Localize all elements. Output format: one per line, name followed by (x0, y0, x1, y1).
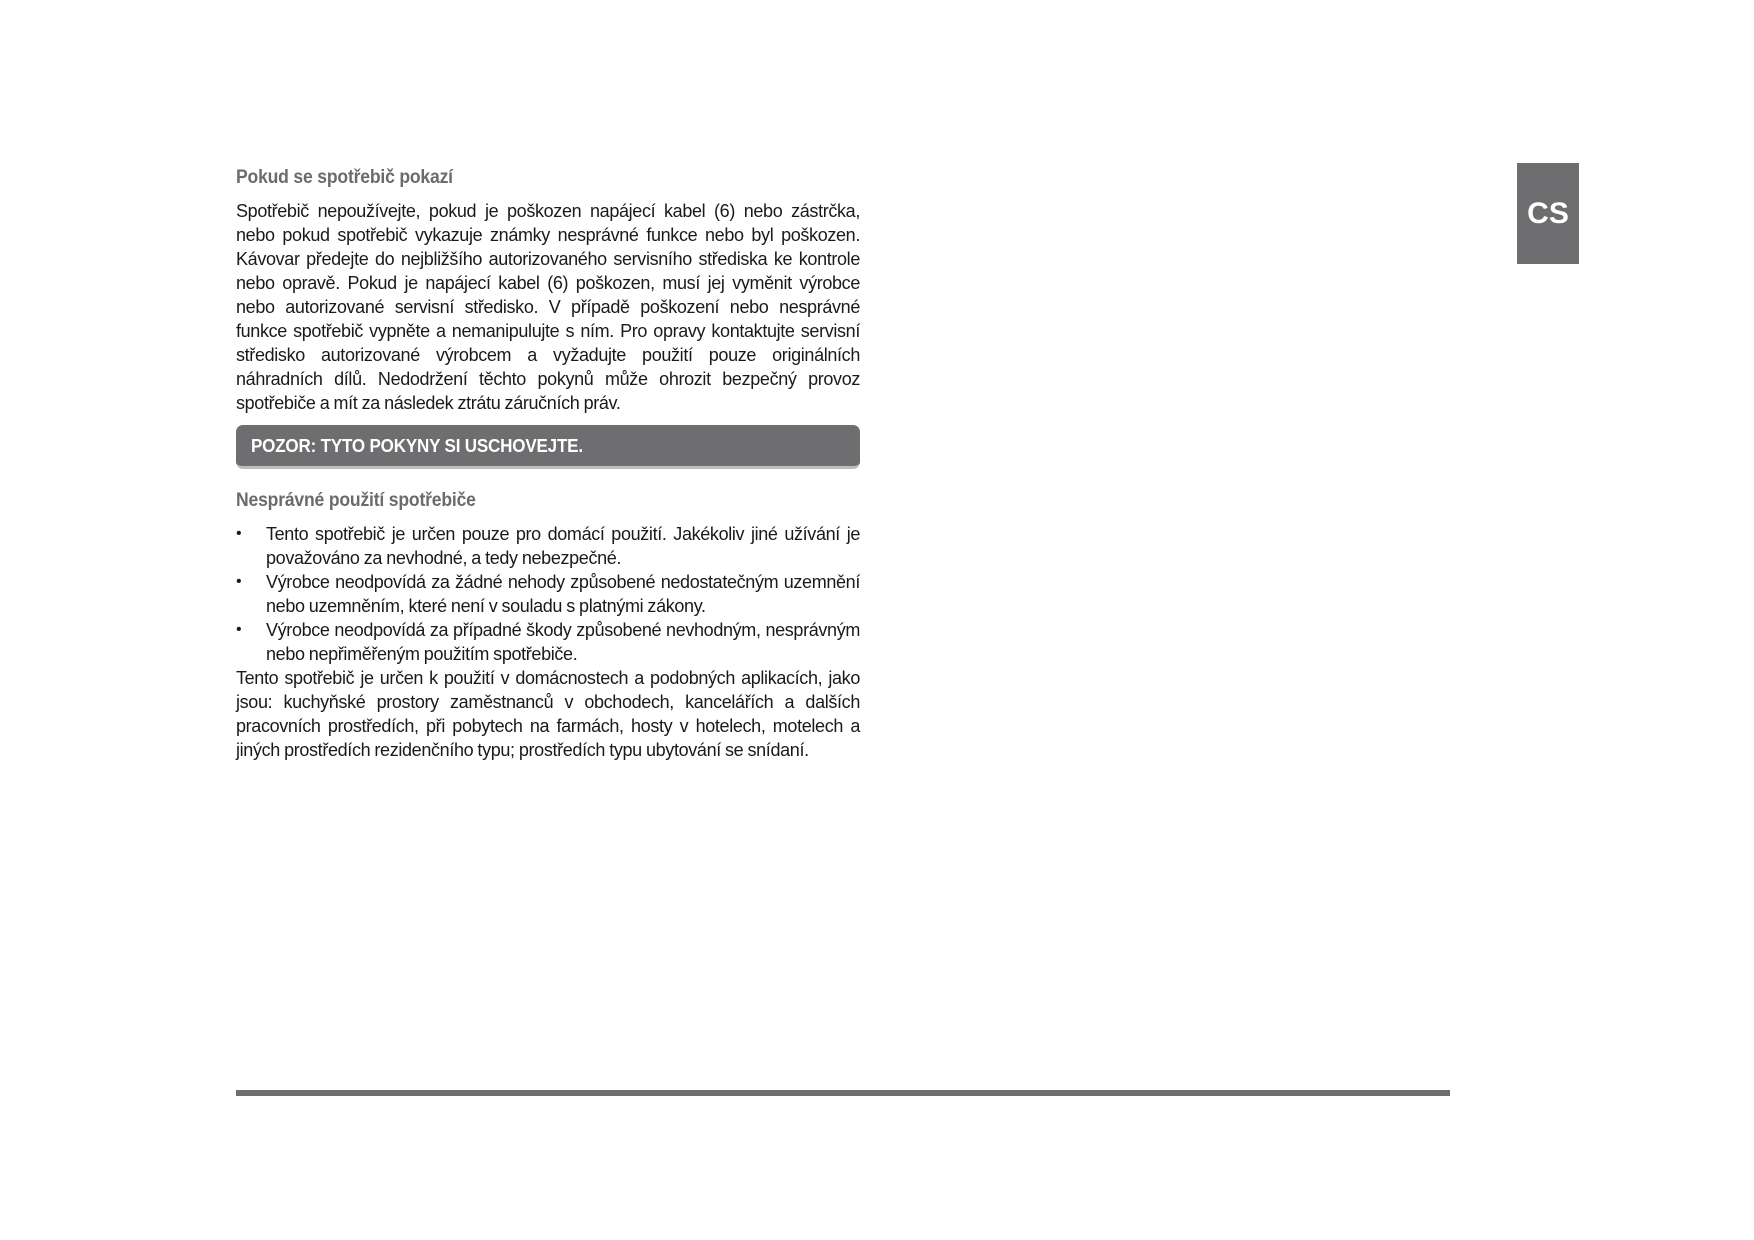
footer-divider (236, 1090, 1450, 1096)
language-tab: CS (1517, 163, 1579, 264)
list-item-text: Tento spotřebič je určen pouze pro domácí použití. Jakékoliv jiné užívání je považováno za nevhodné, a tedy nebezpečné. (266, 524, 860, 568)
warning-text: POZOR: TYTO POKYNY SI USCHOVEJTE. (251, 434, 583, 456)
bullet-icon: • (236, 573, 242, 590)
list-item (236, 618, 860, 666)
content-column (236, 162, 860, 762)
warning-banner (236, 425, 860, 469)
section-heading-malfunction: Pokud se spotřebič pokazí (236, 166, 453, 188)
malfunction-paragraph: Spotřebič nepoužívejte, pokud je poškozen napájecí kabel (6) nebo zástrčka, nebo pokud spotřebič vykazuje známky nesprávné funkce nebo byl poškozen. Kávovar předejte do nejbližšího autorizovaného servisního střediska ke kontrole nebo opravě. Pokud je napájecí kabel (6) poškozen, musí jej vyměnit výrobce nebo autorizované servisní středisko. V případě poškození nebo nesprávné funkce spotřebič vypněte a nemanipulujte s ním. Pro opravy kontaktujte servisní středisko autorizované výrobcem a vyžadujte použití pouze originálních náhradních dílů. Nedodržení těchto pokynů může ohrozit bezpečný provoz spotřebiče a mít za následek ztrátu záručních práv. (236, 201, 860, 413)
intended-use-paragraph: Tento spotřebič je určen k použití v domácnostech a podobných aplikacích, jako jsou: kuchyňské prostory zaměstnanců v obchodech, kancelářích a dalších pracovních prostředích, při pobytech na farmách, hosty v hotelech, motelech a jiných prostředích rezidenčního typu; prostředích typu ubytování se snídaní. (236, 668, 860, 760)
list-item-text: Výrobce neodpovídá za žádné nehody způsobené nedostatečným uzemnění nebo uzemněním, které není v souladu s platnými zákony. (266, 572, 860, 616)
list-item (236, 522, 860, 570)
list-item-text: Výrobce neodpovídá za případné škody způsobené nevhodným, nesprávným nebo nepřiměřeným použitím spotřebiče. (266, 620, 860, 664)
list-item (236, 570, 860, 618)
misuse-bullet-list (236, 522, 860, 666)
bullet-icon: • (236, 525, 242, 542)
bullet-icon: • (236, 621, 242, 638)
section-heading-misuse: Nesprávné použití spotřebiče (236, 489, 476, 511)
